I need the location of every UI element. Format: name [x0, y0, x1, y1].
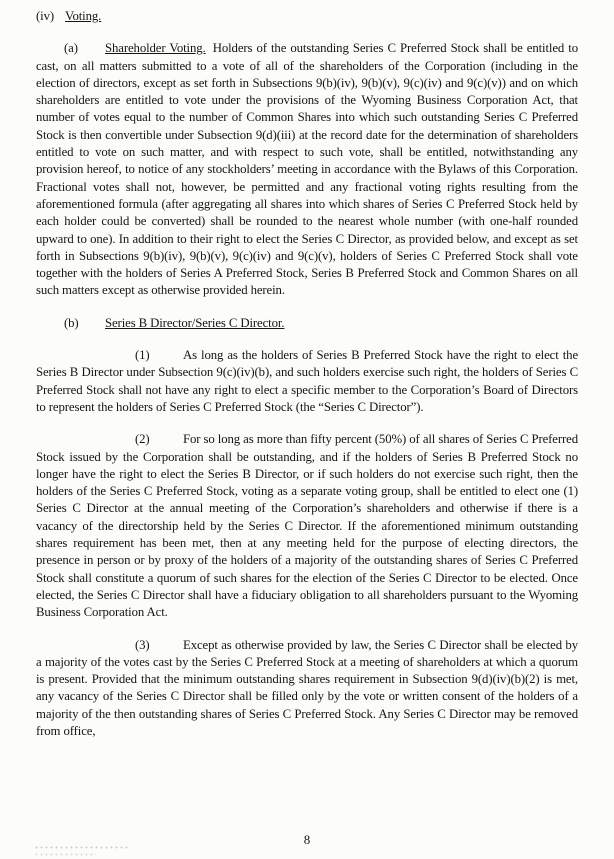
paragraph-b2-body: For so long as more than fifty percent (50%) of all shares of Series C Preferred Stock issued by the Corporation shall be outstanding, and if the holders of Series B Preferred Stock no longer have the right to elect the Series B Director, or if such holders do not exercise such right, then the holders of the Series C Preferred Stock, voting as a separate voting group, shall be entitled to elect one (1) Series C Director at the annual meeting of the Corporation’s shareholders and otherwise if there is a vacancy of the directorship held by the Series C Director. If the aforementioned minimum outstanding shares requirement has been met, then at any meeting held for the purpose of electing directors, the presence in person or by proxy of the holders of a majority of the outstanding shares of Series C Preferred Stock shall constitute a quorum of such shares for the election of the Series C Director to be elected. Once elected, the Series C Director shall have a fiduciary obligation to all shareholders pursuant to the Wyoming Business Corporation Act.	[36, 432, 578, 620]
paragraph-a-heading: Shareholder Voting.	[105, 41, 206, 56]
paragraph-a-label: (a)	[64, 41, 78, 56]
paragraph-b3	[36, 637, 578, 741]
section-heading	[36, 8, 578, 25]
paragraph-b1-body: As long as the holders of Series B Preferred Stock have the right to elect the Series B Director under Subsection 9(c)(iv)(b), and such holders exercise such right, the holders of Series C Preferred Stock shall not have any right to elect a specific member to the Corporation’s Board of Directors to represent the holders of Series C Preferred Stock (the “Series C Director”).	[36, 348, 578, 414]
section-heading-title: Voting.	[65, 9, 102, 23]
scan-artifact-line	[34, 846, 130, 849]
scan-artifact	[34, 842, 144, 856]
paragraph-b3-label: (3)	[135, 637, 150, 652]
section-heading-label: (iv)	[36, 9, 54, 23]
paragraph-b-label: (b)	[64, 315, 79, 330]
paragraph-a-body: Holders of the outstanding Series C Preferred Stock shall be entitled to cast, on all matters submitted to a vote of all of the shareholders of the Corporation (including in the election of directors, except as set forth in Subsections 9(b)(iv), 9(b)(v), 9(c)(iv) and 9(c)(v)) and on which shareholders are entitled to vote under the provisions of the Wyoming Business Corporation Act, that number of votes equal to the number of Common Shares into which such outstanding Series C Preferred Stock is then convertible under Subsection 9(d)(iii) at the record date for the determination of shareholders entitled to vote on such matter, and with respect to such vote, shall be entitled, notwithstanding any provision hereof, to notice of any stockholders’ meeting in accordance with the Bylaws of this Corporation. Fractional votes shall not, however, be permitted and any fractional voting rights resulting from the aforementioned formula (after aggregating all shares into which shares of Series C Preferred Stock held by each holder could be converted) shall be rounded to the nearest whole number (with one-half rounded upward to one). In addition to their right to elect the Series C Director, as provided below, and except as set forth in Subsections 9(b)(iv), 9(b)(v), 9(c)(iv) and 9(c)(v), holders of Series C Preferred Stock shall vote together with the holders of Series A Preferred Stock, Series B Preferred Stock and Common Shares on all such matters except as otherwise provided herein.	[36, 41, 578, 298]
scan-artifact-line	[34, 853, 96, 856]
paragraph-b1	[36, 347, 578, 416]
paragraph-b-heading: Series B Director/Series C Director.	[105, 315, 285, 330]
paragraph-b3-body: Except as otherwise provided by law, the Series C Director shall be elected by a majority of the votes cast by the Series C Preferred Stock at a meeting of shareholders at which a quorum is present. Provided that the minimum outstanding shares requirement in Subsection 9(d)(iv)(b)(2) is met, any vacancy of the Series C Director shall be filled only by the vote or written consent of the holders of a majority of the then outstanding shares of Series C Preferred Stock. Any Series C Director may be removed from office,	[36, 637, 578, 738]
paragraph-b1-label: (1)	[135, 348, 150, 363]
page-number: 8	[303, 832, 311, 847]
paragraph-b2-label: (2)	[135, 432, 150, 447]
paragraph-a	[36, 40, 578, 299]
paragraph-b	[36, 315, 578, 332]
paragraph-b2	[36, 431, 578, 621]
